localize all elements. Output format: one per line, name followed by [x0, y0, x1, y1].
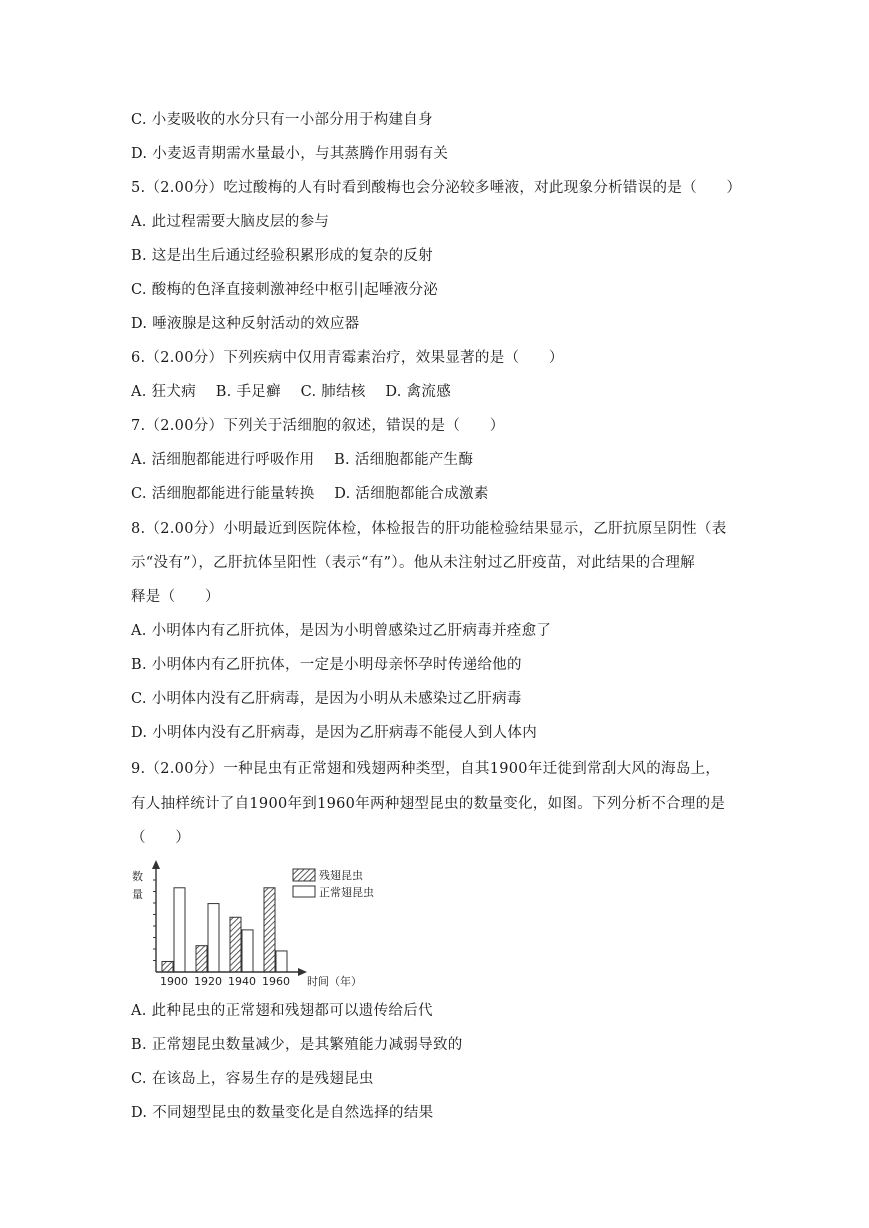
text-line: D. 小麦返青期需水量最小，与其蒸腾作用弱有关: [131, 146, 449, 162]
bar-normal-1940: [242, 930, 253, 972]
text-line: A. 此过程需要大脑皮层的参与: [131, 214, 330, 230]
text-line: D. 唾液腺是这种反射活动的效应器: [131, 316, 360, 332]
text-line: A. 活细胞都能进行呼吸作用 B. 活细胞都能产生酶: [131, 452, 474, 468]
bar-vestigial-1960: [264, 888, 275, 972]
text-line: （ ）: [131, 830, 191, 846]
x-tick-label-1900: 1900: [160, 975, 188, 988]
text-line: A. 小明体内有乙肝抗体，是因为小明曾感染过乙肝病毒并痊愈了: [131, 623, 552, 639]
bar-vestigial-1900: [162, 961, 173, 972]
text-line: 9.（2.00分）一种昆虫有正常翅和残翅两种类型，自其1900年迁徙到常刮大风的海岛上，: [131, 761, 721, 777]
text-line: 7.（2.00分）下列关于活细胞的叙述，错误的是（ ）: [131, 418, 505, 434]
x-tick-label-1960: 1960: [262, 975, 290, 988]
text-line: 6.（2.00分）下列疾病中仅用青霉素治疗，效果显著的是（ ）: [131, 350, 564, 366]
x-axis-label: 时间（年）: [307, 975, 362, 988]
text-line: 5.（2.00分）吃过酸梅的人有时看到酸梅也会分泌较多唾液，对此现象分析错误的是（ ）: [131, 180, 742, 196]
text-line: C. 活细胞都能进行能量转换 D. 活细胞都能合成激素: [131, 486, 489, 502]
text-line: 释是（ ）: [131, 589, 220, 605]
bar-chart-svg: [128, 858, 398, 988]
text-line: 示“没有”），乙肝抗体呈阳性（表示“有”）。他从未注射过乙肝疫苗，对此结果的合理解: [131, 555, 695, 571]
legend-swatch-vestigial: [293, 869, 315, 881]
answer-option: C. 在该岛上，容易生存的是残翅昆虫: [131, 1071, 374, 1087]
y-axis-label-1: 数: [132, 870, 143, 883]
answer-option: D. 不同翅型昆虫的数量变化是自然选择的结果: [131, 1105, 434, 1121]
x-axis-arrow: [298, 968, 307, 976]
legend-label-normal: 正常翅昆虫: [319, 886, 374, 899]
bar-vestigial-1920: [196, 946, 207, 972]
bar-chart: [128, 858, 398, 988]
answer-option: A. 此种昆虫的正常翅和残翅都可以遗传给后代: [131, 1003, 433, 1019]
text-line: 8.（2.00分）小明最近到医院体检，体检报告的肝功能检验结果显示，乙肝抗原呈阴性（表: [131, 521, 727, 537]
answer-option: B. 正常翅昆虫数量减少，是其繁殖能力减弱导致的: [131, 1037, 463, 1053]
x-tick-label-1940: 1940: [228, 975, 256, 988]
bar-normal-1960: [276, 951, 287, 972]
legend-swatch-normal: [293, 886, 315, 897]
bar-normal-1900: [174, 888, 185, 972]
text-line: 有人抽样统计了自1900年到1960年两种翅型昆虫的数量变化，如图。下列分析不合理的是: [131, 796, 726, 812]
text-line: B. 这是出生后通过经验积累形成的复杂的反射: [131, 248, 433, 264]
bar-normal-1920: [208, 904, 219, 972]
legend: [293, 868, 374, 899]
y-axis-arrow: [152, 860, 160, 869]
y-axis-label-2: 量: [132, 888, 143, 901]
text-line: C. 小麦吸收的水分只有一小部分用于构建自身: [131, 112, 433, 128]
text-line: D. 小明体内没有乙肝病毒，是因为乙肝病毒不能侵人到人体内: [131, 725, 538, 741]
legend-label-vestigial: 残翅昆虫: [319, 869, 363, 882]
x-tick-label-1920: 1920: [194, 975, 222, 988]
text-line: A. 狂犬病 B. 手足癣 C. 肺结核 D. 禽流感: [131, 384, 452, 400]
text-line: C. 小明体内没有乙肝病毒，是因为小明从未感染过乙肝病毒: [131, 691, 522, 707]
bar-vestigial-1940: [230, 917, 241, 972]
text-line: C. 酸梅的色泽直接刺激神经中枢引|起唾液分泌: [131, 282, 439, 298]
text-line: B. 小明体内有乙肝抗体，一定是小明母亲怀孕时传递给他的: [131, 657, 522, 673]
